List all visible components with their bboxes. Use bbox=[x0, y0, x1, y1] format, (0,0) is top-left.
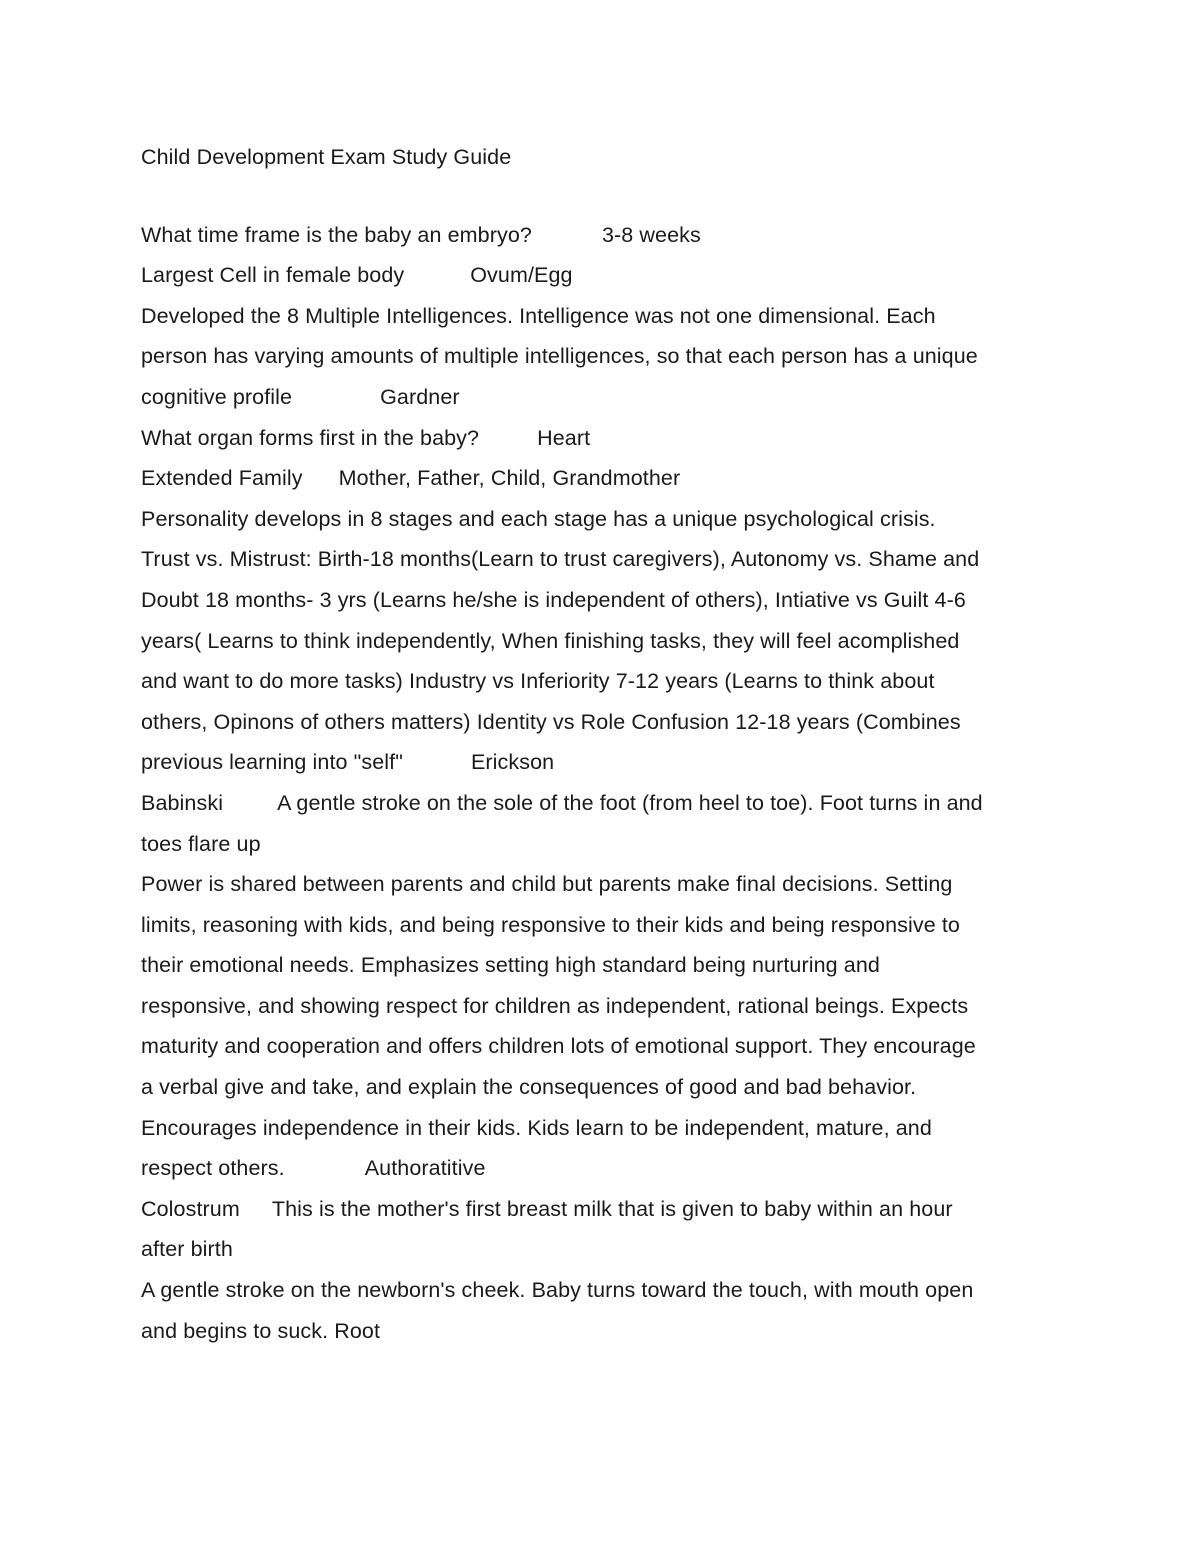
entry-line bbox=[141, 1108, 1061, 1149]
entry-line bbox=[141, 905, 1061, 946]
entry-line bbox=[141, 621, 1061, 662]
entry-line bbox=[141, 702, 1061, 743]
entry-text: toes flare up bbox=[141, 831, 261, 856]
study-entry bbox=[141, 1189, 1061, 1270]
entry-text: person has varying amounts of multiple intelligences, so that each person has a unique bbox=[141, 344, 978, 369]
entry-text: cognitive profile bbox=[141, 384, 293, 409]
entry-answer: Mother, Father, Child, Grandmother bbox=[338, 466, 681, 491]
entry-line bbox=[141, 336, 1061, 377]
entry-line bbox=[141, 377, 1061, 418]
entry-line bbox=[141, 986, 1061, 1027]
entry-text: and want to do more tasks) Industry vs Inferiority 7-12 years (Learns to think about bbox=[141, 669, 935, 694]
entry-text: maturity and cooperation and offers children lots of emotional support. They encourage bbox=[141, 1034, 976, 1059]
entry-line bbox=[141, 783, 1061, 824]
entry-text: after birth bbox=[141, 1237, 233, 1262]
entry-line bbox=[141, 1311, 1061, 1352]
document-body bbox=[141, 137, 1061, 1351]
entry-answer: Gardner bbox=[380, 384, 460, 409]
entry-line bbox=[141, 945, 1061, 986]
entry-line bbox=[141, 661, 1061, 702]
entry-answer: Erickson bbox=[470, 750, 555, 775]
entry-text: Personality develops in 8 stages and each stage has a unique psychological crisis. bbox=[141, 506, 936, 531]
entry-text: years( Learns to think independently, When finishing tasks, they will feel acomplished bbox=[141, 628, 960, 653]
entry-line bbox=[141, 824, 1061, 865]
entry-text: Trust vs. Mistrust: Birth-18 months(Learn to trust caregivers), Autonomy vs. Shame and bbox=[141, 547, 980, 572]
entry-line bbox=[141, 1026, 1061, 1067]
entry-text: Power is shared between parents and child but parents make final decisions. Setting bbox=[141, 872, 953, 897]
entry-text: A gentle stroke on the newborn's cheek. Baby turns toward the touch, with mouth open bbox=[141, 1278, 974, 1303]
entry-answer: Ovum/Egg bbox=[470, 263, 573, 288]
entry-line bbox=[141, 1229, 1061, 1270]
study-entry bbox=[141, 458, 1061, 499]
entry-text: Doubt 18 months- 3 yrs (Learns he/she is independent of others), Intiative vs Guilt 4-6 bbox=[141, 587, 966, 612]
study-entry bbox=[141, 499, 1061, 783]
document-title: Child Development Exam Study Guide bbox=[141, 145, 512, 169]
entry-text: responsive, and showing respect for children as independent, rational beings. Expects bbox=[141, 993, 969, 1018]
entry-text: a verbal give and take, and explain the consequences of good and bad behavior. bbox=[141, 1075, 917, 1100]
entry-answer: A gentle stroke on the sole of the foot (from heel to toe). Foot turns in and bbox=[277, 790, 983, 815]
entry-text: respect others. bbox=[141, 1156, 285, 1181]
entry-line bbox=[141, 458, 1061, 499]
entry-text: Largest Cell in female body bbox=[141, 263, 405, 288]
entry-answer: 3-8 weeks bbox=[601, 222, 701, 247]
entry-text: Extended Family bbox=[141, 466, 303, 491]
study-entry bbox=[141, 1270, 1061, 1351]
entry-line bbox=[141, 1148, 1061, 1189]
entry-text: What time frame is the baby an embryo? bbox=[141, 222, 532, 247]
entry-text: previous learning into "self" bbox=[141, 750, 403, 775]
entry-answer: This is the mother's first breast milk that is given to baby within an hour bbox=[271, 1196, 953, 1221]
entry-text: and begins to suck. Root bbox=[141, 1318, 381, 1343]
entry-text: others, Opinons of others matters) Identity vs Role Confusion 12-18 years (Combines bbox=[141, 709, 961, 734]
study-entry bbox=[141, 783, 1061, 864]
entry-answer: Authoratitive bbox=[364, 1156, 486, 1181]
study-entry bbox=[141, 418, 1061, 459]
entry-line bbox=[141, 418, 1061, 459]
entry-line bbox=[141, 296, 1061, 337]
entry-text: their emotional needs. Emphasizes setting high standard being nurturing and bbox=[141, 953, 880, 978]
entry-line bbox=[141, 1189, 1061, 1230]
entry-text: Developed the 8 Multiple Intelligences. Intelligence was not one dimensional. Each bbox=[141, 303, 936, 328]
entry-text: limits, reasoning with kids, and being responsive to their kids and being responsive to bbox=[141, 912, 960, 937]
study-entry bbox=[141, 296, 1061, 418]
entry-line bbox=[141, 215, 1061, 256]
entry-text: Babinski bbox=[141, 790, 224, 815]
entries-list bbox=[141, 215, 1061, 1352]
study-entry bbox=[141, 864, 1061, 1189]
entry-line bbox=[141, 580, 1061, 621]
study-entry bbox=[141, 215, 1061, 256]
study-entry bbox=[141, 255, 1061, 296]
entry-line bbox=[141, 255, 1061, 296]
entry-line bbox=[141, 864, 1061, 905]
entry-text: Colostrum bbox=[141, 1196, 240, 1221]
entry-text: What organ forms first in the baby? bbox=[141, 425, 480, 450]
entry-line bbox=[141, 539, 1061, 580]
entry-text: Encourages independence in their kids. Kids learn to be independent, mature, and bbox=[141, 1115, 932, 1140]
entry-line bbox=[141, 1067, 1061, 1108]
entry-line bbox=[141, 499, 1061, 540]
entry-line bbox=[141, 742, 1061, 783]
entry-answer: Heart bbox=[537, 425, 591, 450]
entry-line bbox=[141, 1270, 1061, 1311]
